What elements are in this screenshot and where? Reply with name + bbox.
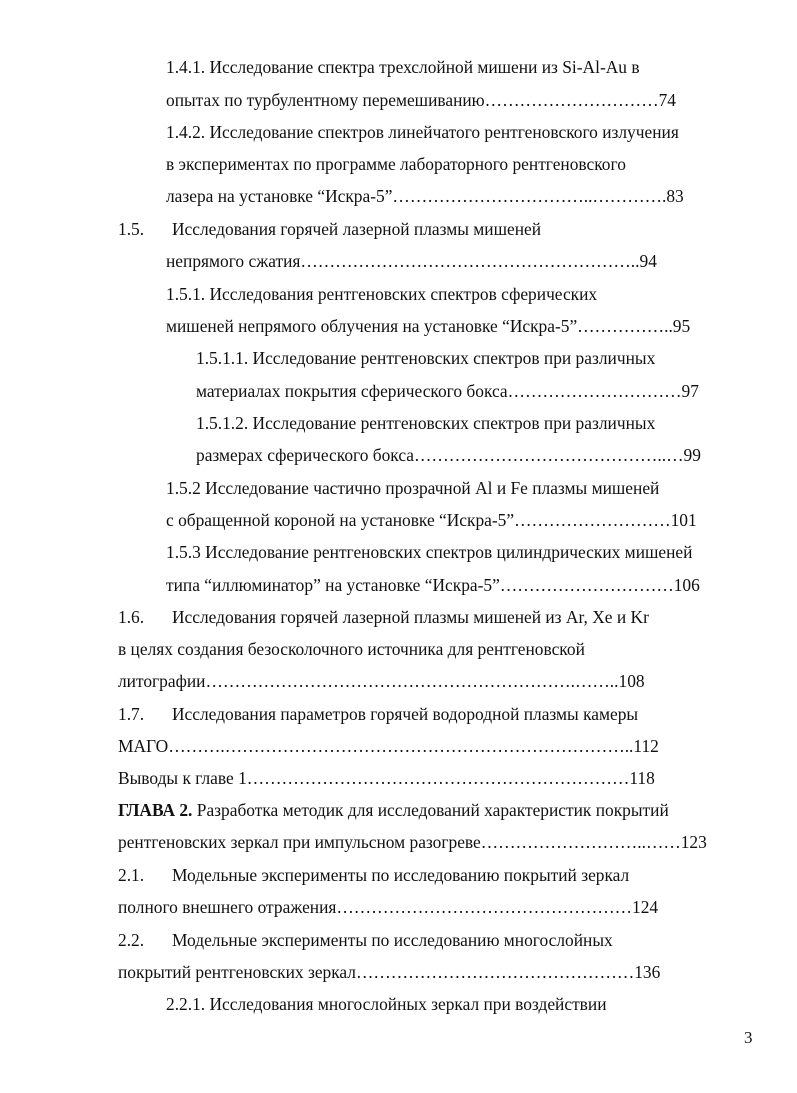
section-title: Исследования параметров горячей водородной плазмы камеры [172,704,639,724]
toc-line-1-4-1: 1.4.1. Исследование спектра трехслойной мишени из Si-Al-Au в [166,57,640,77]
toc-line-1-5-1-2-cont: размерах сферического бокса……………………………………..…99 [196,445,701,465]
toc-line-1-4-2-cont2: лазера на установке “Искра-5”……………………………..………….83 [166,186,684,206]
section-number: 2.2. [118,930,145,950]
toc-line-1-4-2-cont1: в экспериментах по программе лабораторного рентгеновского [166,154,626,174]
toc-line-1-6-cont1: в целях создания безосколочного источника для рентгеновской [118,639,585,659]
toc-line-1-4-1-cont: опытах по турбулентному перемешиванию…………………………74 [166,90,676,110]
section-title: Модельные эксперименты по исследованию многослойных [172,930,613,950]
toc-line-1-5-1: 1.5.1. Исследования рентгеновских спектров сферических [166,284,598,304]
toc-line-1-5-1-1: 1.5.1.1. Исследование рентгеновских спектров при различных [196,348,656,368]
section-number: 1.5. [118,219,145,239]
toc-line-chapter-2 [118,798,669,822]
section-number: 2.1. [118,865,145,885]
section-number: 1.7. [118,704,145,724]
toc-line-1-4-2: 1.4.2. Исследование спектров линейчатого рентгеновского излучения [166,122,679,142]
section-title: Исследования горячей лазерной плазмы мишеней из Ar, Xe и Kr [172,607,649,627]
chapter-title: Разработка методик для исследований характеристик покрытий [192,800,669,820]
toc-line-1-7 [118,702,638,726]
toc-line-2-1 [118,863,629,887]
toc-line-1-5-1-cont: мишеней непрямого облучения на установке “Искра-5”……………..95 [166,316,691,336]
toc-line-1-5-2: 1.5.2 Исследование частично прозрачной Al и Fe плазмы мишеней [166,478,660,498]
section-number: 1.6. [118,607,145,627]
toc-line-2-1-cont: полного внешнего отражения……………………………………………124 [118,897,659,917]
toc-line-2-2-1: 2.2.1. Исследования многослойных зеркал при воздействии [166,994,607,1014]
toc-line-1-5-cont: непрямого сжатия…………………………………………………..94 [166,251,657,271]
section-title: Исследования горячей лазерной плазмы мишеней [172,219,542,239]
toc-line-2-2-cont: покрытий рентгеновских зеркал…………………………………………136 [118,962,661,982]
page-number: 3 [744,1028,753,1047]
toc-line-1-5-3-cont: типа “иллюминатор” на установке “Искра-5”…………………………106 [166,575,700,595]
toc-line-1-6-cont2: литографии……………………………………………………….……..108 [118,671,645,691]
section-title: Модельные эксперименты по исследованию покрытий зеркал [172,865,630,885]
toc-line-1-5-1-1-cont: материалах покрытия сферического бокса…………………………97 [196,381,699,401]
toc-line-conclusions-1: Выводы к главе 1…………………………………………………………118 [118,768,655,788]
toc-line-1-5-3: 1.5.3 Исследование рентгеновских спектров цилиндрических мишеней [166,542,693,562]
chapter-label: ГЛАВА 2. [118,800,193,820]
toc-line-2-2 [118,928,613,952]
toc-line-1-5-1-2: 1.5.1.2. Исследование рентгеновских спектров при различных [196,413,656,433]
toc-line-1-5 [118,217,541,241]
toc-line-1-6 [118,605,649,629]
toc-line-chapter-2-cont: рентгеновских зеркал при импульсном разогреве………………………..……123 [118,832,707,852]
toc-line-1-5-2-cont: с обращенной короной на установке “Искра-5”………………………101 [166,510,697,530]
toc-line-1-7-cont: МАГО……….……………………………………………………………..112 [118,736,659,756]
